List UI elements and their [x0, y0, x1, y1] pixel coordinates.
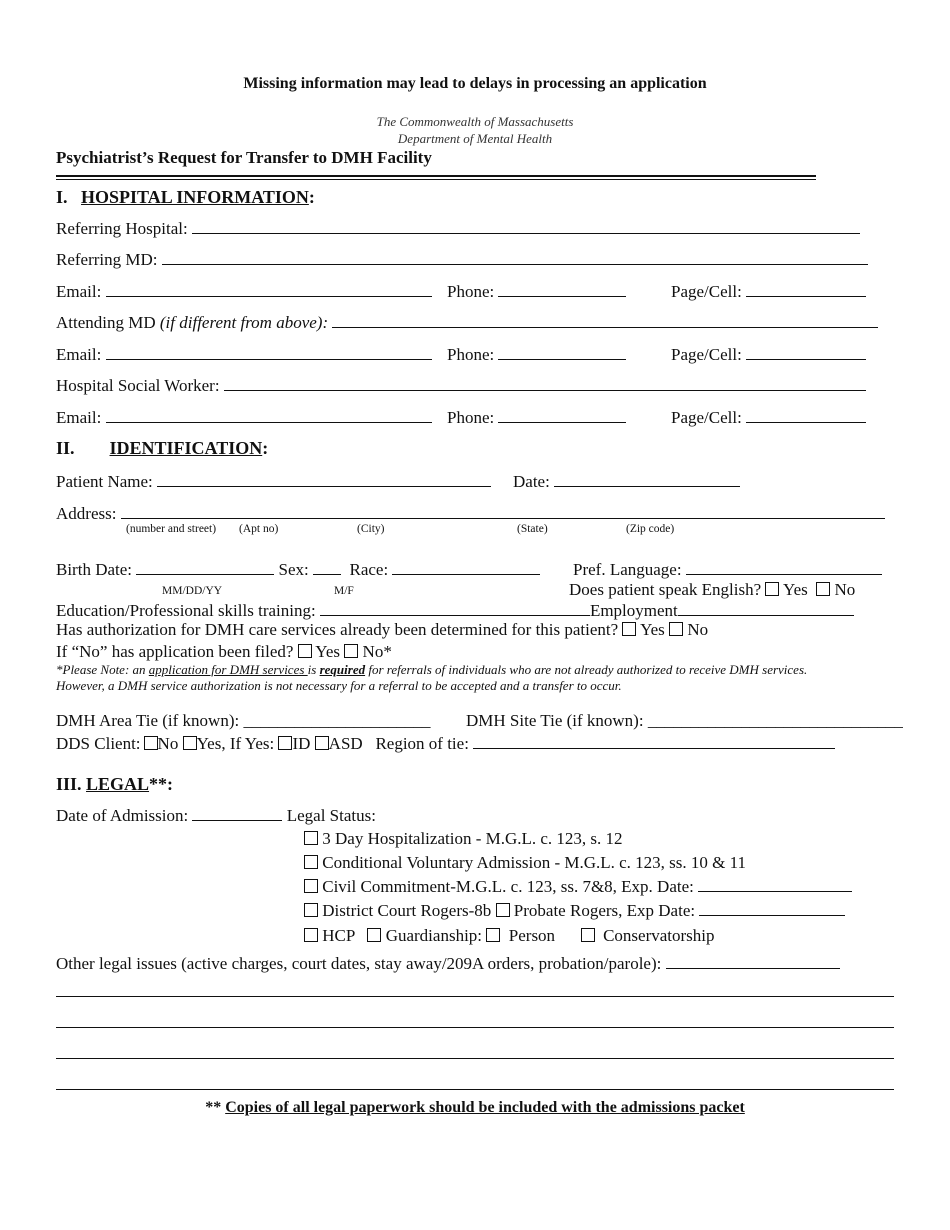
- authorization-no-checkbox[interactable]: [669, 622, 683, 636]
- legal-district-checkbox[interactable]: [304, 903, 318, 917]
- sex-field[interactable]: [313, 560, 341, 575]
- mf-hint: M/F: [334, 585, 354, 597]
- legal-civil-row: [304, 877, 852, 897]
- note-is: is: [307, 662, 320, 677]
- legal-district-label: District Court Rogers-8b: [322, 901, 492, 920]
- legal-status-label: Legal Status:: [286, 806, 376, 825]
- address-label: Address:: [56, 504, 117, 523]
- email-label: Email:: [56, 345, 102, 364]
- referring-md-row: [56, 250, 868, 270]
- area-tie-label: DMH Area Tie (if known):: [56, 711, 240, 730]
- pref-language-label: Pref. Language:: [573, 560, 682, 579]
- dds-asd-checkbox[interactable]: [315, 736, 329, 750]
- section-2-colon: :: [262, 438, 269, 458]
- pref-language-field[interactable]: [686, 560, 882, 575]
- other-legal-label: Other legal issues (active charges, court dates, stay away/209A orders, probation/parole):: [56, 954, 662, 973]
- legal-person-checkbox[interactable]: [486, 928, 500, 942]
- referring-hospital-row: [56, 219, 860, 239]
- dds-yes-label: Yes, If Yes:: [196, 734, 275, 753]
- phone-label: Phone:: [447, 282, 495, 301]
- authorization-yes-checkbox[interactable]: [622, 622, 636, 636]
- form-title: Psychiatrist’s Request for Transfer to DMH Facility: [56, 148, 432, 167]
- attending-md-label: Attending MD: [56, 313, 156, 332]
- other-legal-row: [56, 954, 840, 974]
- other-legal-line-3[interactable]: [56, 1058, 894, 1059]
- attending-phone-row: [447, 345, 626, 365]
- legal-civil-label: Civil Commitment-M.G.L. c. 123, ss. 7&8, Exp. Date:: [322, 877, 694, 896]
- attending-email-field[interactable]: [106, 345, 432, 360]
- speak-english-no-label: No: [834, 580, 856, 599]
- referring-hospital-label: Referring Hospital:: [56, 219, 188, 238]
- referring-pagecell-field[interactable]: [746, 282, 866, 297]
- attending-md-row: [56, 313, 878, 333]
- dmh-note-line2: However, a DMH service authorization is not necessary for a referral to be accepted and a transfer to occur.: [56, 678, 622, 693]
- section-1-title: HOSPITAL INFORMATION: [81, 187, 309, 207]
- birth-date-field[interactable]: [136, 560, 274, 575]
- mmddyy-hint: MM/DD/YY: [162, 585, 223, 597]
- attending-pagecell-field[interactable]: [746, 345, 866, 360]
- attending-md-field[interactable]: [332, 313, 878, 328]
- application-filed-yes-checkbox[interactable]: [298, 644, 312, 658]
- email-label: Email:: [56, 282, 102, 301]
- other-legal-line-2[interactable]: [56, 1027, 894, 1028]
- legal-civil-checkbox[interactable]: [304, 879, 318, 893]
- attending-email-row: [56, 345, 432, 365]
- section-2-numeral: II.: [56, 438, 75, 458]
- legal-guardianship-label: Guardianship:: [385, 926, 483, 945]
- addr-sub-zip: (Zip code): [626, 523, 675, 535]
- dds-no-label: No: [157, 734, 179, 753]
- dds-client-label: DDS Client:: [56, 734, 141, 753]
- other-legal-line-4[interactable]: [56, 1089, 894, 1090]
- authorization-yes-label: Yes: [640, 620, 665, 639]
- referring-email-row: [56, 282, 432, 302]
- application-filed-yes-label: Yes: [315, 642, 341, 661]
- attending-phone-field[interactable]: [498, 345, 626, 360]
- address-field[interactable]: [121, 504, 885, 519]
- sw-phone-field[interactable]: [498, 408, 626, 423]
- legal-hcp-label: HCP: [322, 926, 355, 945]
- page-cell-label: Page/Cell:: [671, 282, 742, 301]
- legal-3day-checkbox[interactable]: [304, 831, 318, 845]
- speak-english-no-checkbox[interactable]: [816, 582, 830, 596]
- footer-note: [0, 1099, 950, 1117]
- note-prefix: *Please Note: an: [56, 662, 149, 677]
- site-tie-label: DMH Site Tie (if known):: [466, 711, 644, 730]
- footer-stars: **: [205, 1099, 226, 1116]
- section-3-numeral: III.: [56, 774, 82, 794]
- referring-phone-field[interactable]: [498, 282, 626, 297]
- sw-phone-row: [447, 408, 626, 428]
- phone-label: Phone:: [447, 408, 495, 427]
- note-rest: for referrals of individuals who are not already authorized to receive DMH services.: [365, 662, 808, 677]
- application-filed-no-label: No*: [362, 642, 392, 661]
- speak-english-yes-checkbox[interactable]: [765, 582, 779, 596]
- education-row: [56, 601, 854, 621]
- speak-english-row: [569, 580, 855, 600]
- patient-name-row: [56, 472, 491, 492]
- application-link[interactable]: application for DMH services: [148, 662, 308, 677]
- other-legal-field[interactable]: [666, 954, 840, 969]
- referring-md-field[interactable]: [162, 250, 868, 265]
- note-required: required: [319, 662, 366, 677]
- addr-sub-state: (State): [517, 523, 548, 535]
- email-label: Email:: [56, 408, 102, 427]
- attending-md-note: (if different from above):: [159, 313, 329, 332]
- sex-label: Sex:: [278, 560, 309, 579]
- section-3-suffix: **:: [149, 774, 174, 794]
- sw-pagecell-field[interactable]: [746, 408, 866, 423]
- legal-probate-exp-field[interactable]: [699, 901, 845, 916]
- authorization-no-label: No: [687, 620, 709, 639]
- dds-client-row: [56, 734, 835, 754]
- site-tie-row: [466, 711, 903, 731]
- section-2-title: IDENTIFICATION: [109, 438, 263, 458]
- attending-pagecell-row: [671, 345, 866, 365]
- phone-label: Phone:: [447, 345, 495, 364]
- region-tie-field[interactable]: [473, 734, 835, 749]
- patient-date-row: [513, 472, 740, 492]
- dds-id-label: ID: [292, 734, 311, 753]
- authorization-row: [56, 620, 708, 640]
- legal-guardianship-checkbox[interactable]: [367, 928, 381, 942]
- patient-name-field[interactable]: [157, 472, 491, 487]
- title-rule-top: [56, 175, 816, 177]
- page-cell-label: Page/Cell:: [671, 345, 742, 364]
- section-1-heading: [56, 187, 315, 208]
- area-tie-row: [56, 711, 430, 731]
- race-field[interactable]: [392, 560, 540, 575]
- application-filed-row: [56, 642, 392, 662]
- region-tie-label: Region of tie:: [375, 734, 469, 753]
- birth-date-row: [56, 560, 540, 580]
- title-rule-bottom: [56, 179, 816, 180]
- section-3-heading: [56, 774, 173, 795]
- addr-sub-street: (number and street): [126, 523, 217, 535]
- speak-english-label: Does patient speak English?: [569, 580, 762, 599]
- legal-3day-row: [304, 829, 623, 849]
- legal-rogers-row: [304, 901, 845, 921]
- date-admission-row: [56, 806, 376, 826]
- date-admission-label: Date of Admission:: [56, 806, 189, 825]
- address-row: [56, 504, 885, 524]
- referring-hospital-field[interactable]: [192, 219, 860, 234]
- section-1-numeral: I.: [56, 187, 68, 207]
- referring-pagecell-row: [671, 282, 866, 302]
- referring-phone-row: [447, 282, 626, 302]
- legal-3day-label: 3 Day Hospitalization - M.G.L. c. 123, s. 12: [322, 829, 623, 848]
- speak-english-yes-label: Yes: [783, 580, 808, 599]
- sw-email-field[interactable]: [106, 408, 432, 423]
- dmh-note-line1: [56, 662, 807, 678]
- patient-name-label: Patient Name:: [56, 472, 153, 491]
- dds-asd-label: ASD: [328, 734, 363, 753]
- application-filed-question: If “No” has application been filed?: [56, 642, 294, 661]
- social-worker-row: [56, 376, 866, 396]
- legal-person-label: Person: [508, 926, 556, 945]
- birth-date-label: Birth Date:: [56, 560, 133, 579]
- section-2-heading: [56, 438, 268, 459]
- dds-yes-checkbox[interactable]: [183, 736, 197, 750]
- section-3-title: LEGAL: [86, 774, 150, 794]
- employment-label: Employment: [589, 601, 678, 620]
- application-filed-no-checkbox[interactable]: [344, 644, 358, 658]
- dds-no-checkbox[interactable]: [144, 736, 158, 750]
- section-1-colon: :: [308, 187, 315, 207]
- employment-field[interactable]: [678, 601, 854, 616]
- department-name: Department of Mental Health: [397, 131, 553, 146]
- sw-pagecell-row: [671, 408, 866, 428]
- legal-hcp-checkbox[interactable]: [304, 928, 318, 942]
- legal-probate-label: Probate Rogers, Exp Date:: [513, 901, 696, 920]
- legal-conservatorship-label: Conservatorship: [603, 926, 715, 945]
- legal-conservatorship-checkbox[interactable]: [581, 928, 595, 942]
- referring-md-label: Referring MD:: [56, 250, 158, 269]
- page-cell-label: Page/Cell:: [671, 408, 742, 427]
- date-admission-field[interactable]: [192, 806, 282, 821]
- top-notice: Missing information may lead to delays in processing an application: [243, 75, 707, 92]
- dds-id-checkbox[interactable]: [278, 736, 292, 750]
- state-name: The Commonwealth of Massachusetts: [376, 114, 574, 129]
- authorization-question: Has authorization for DMH care services already been determined for this patient?: [56, 620, 619, 639]
- legal-cond-row: [304, 853, 746, 873]
- social-worker-field[interactable]: [224, 376, 866, 391]
- legal-cond-label: Conditional Voluntary Admission - M.G.L. c. 123, ss. 10 & 11: [322, 853, 747, 872]
- race-label: Race:: [349, 560, 389, 579]
- legal-guardian-row: [304, 926, 715, 946]
- referring-email-field[interactable]: [106, 282, 432, 297]
- addr-sub-apt: (Apt no): [239, 523, 279, 535]
- sw-email-row: [56, 408, 432, 428]
- patient-date-label: Date:: [513, 472, 550, 491]
- education-label: Education/Professional skills training:: [56, 601, 316, 620]
- legal-civil-exp-field[interactable]: [698, 877, 852, 892]
- patient-date-field[interactable]: [554, 472, 740, 487]
- site-tie-field[interactable]: ______________________________: [647, 711, 903, 730]
- social-worker-label: Hospital Social Worker:: [56, 376, 220, 395]
- addr-sub-city: (City): [357, 523, 385, 535]
- education-field[interactable]: [320, 601, 590, 616]
- other-legal-line-1[interactable]: [56, 996, 894, 997]
- area-tie-field[interactable]: ______________________: [243, 711, 431, 730]
- legal-probate-checkbox[interactable]: [496, 903, 510, 917]
- footer-text: Copies of all legal paperwork should be included with the admissions packet: [225, 1099, 745, 1116]
- pref-language-row: [573, 560, 882, 580]
- legal-cond-checkbox[interactable]: [304, 855, 318, 869]
